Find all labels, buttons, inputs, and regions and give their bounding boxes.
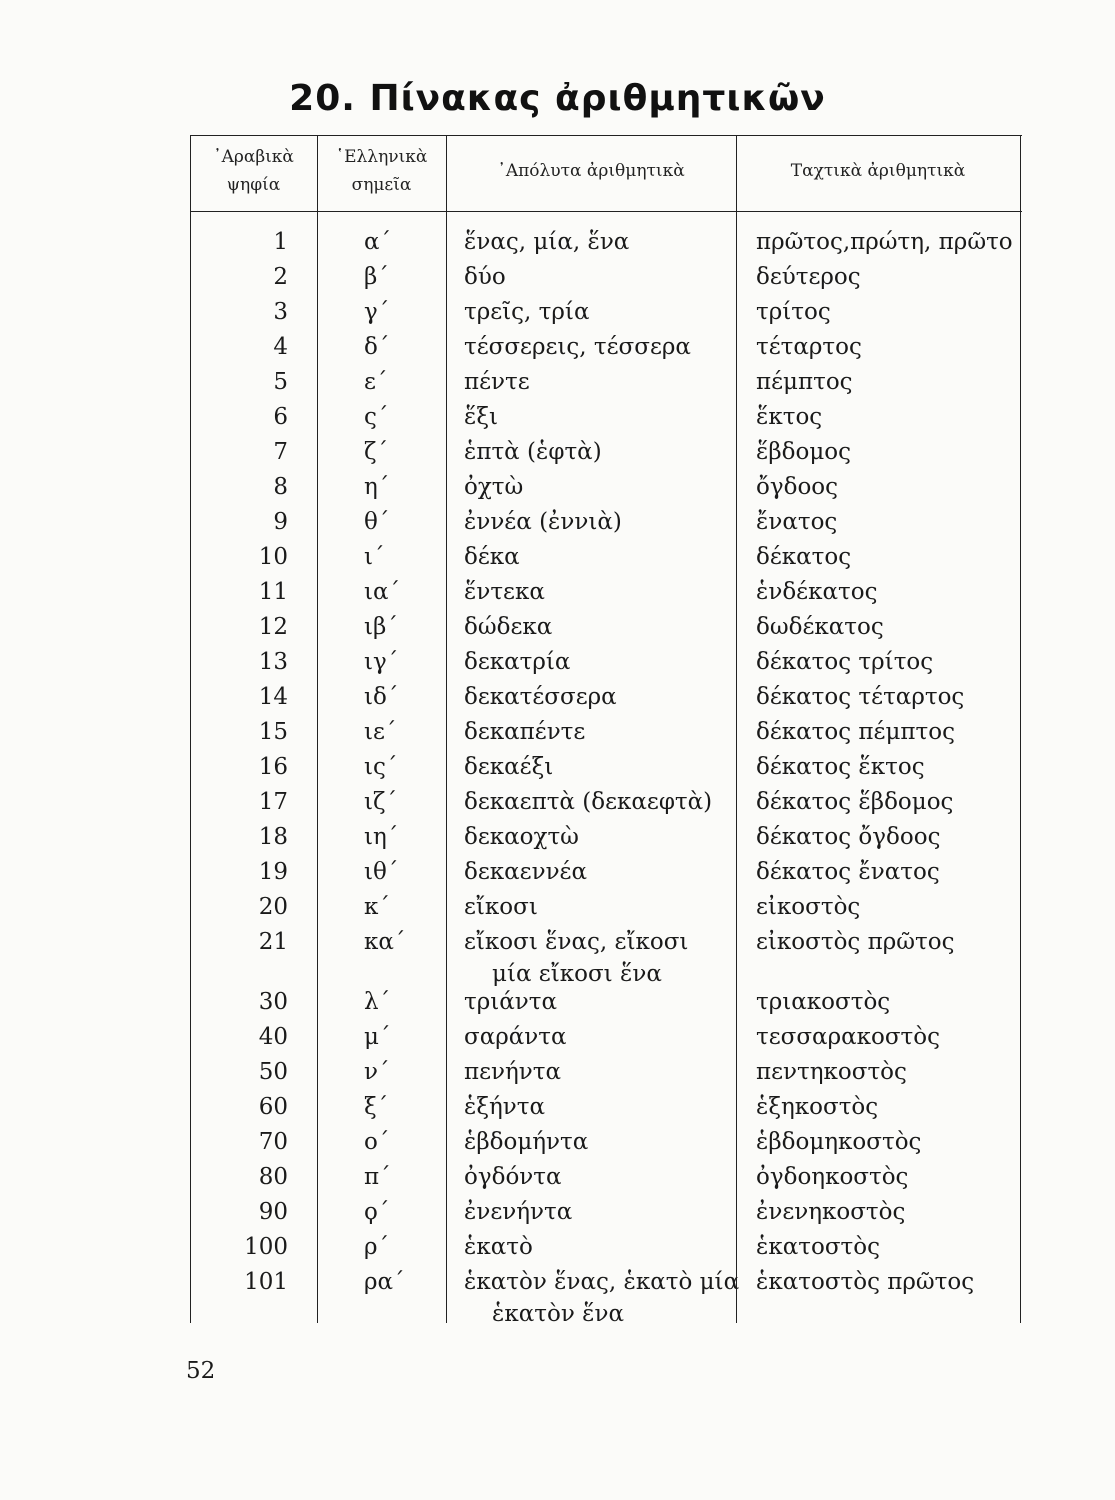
absolute-numeral (464, 330, 691, 365)
table-row (190, 1195, 1022, 1230)
absolute-numeral (464, 1160, 562, 1195)
greek-numeral: λ΄ (364, 989, 391, 1015)
greek-numeral: μ΄ (364, 1024, 391, 1050)
absolute-numeral (464, 715, 585, 750)
absolute-numeral (464, 1230, 533, 1265)
greek-numeral: κα΄ (364, 929, 406, 955)
header-arabic-line-2: ψηφία (226, 175, 281, 195)
absolute-numeral (464, 680, 617, 715)
absolute-numeral (464, 1125, 588, 1160)
arabic-numeral: 1 (273, 229, 288, 255)
arabic-numeral: 50 (258, 1059, 288, 1085)
ordinal-numeral: ὀγδοηκοστὸς (756, 1164, 909, 1190)
header-rule (190, 211, 1022, 212)
greek-numeral: ρ΄ (364, 1234, 390, 1260)
absolute-numeral (464, 295, 589, 330)
table-row (190, 575, 1022, 610)
absolute-numeral-text: δώδεκα (464, 614, 553, 640)
greek-numeral: κ΄ (364, 894, 390, 920)
arabic-numeral: 2 (273, 264, 288, 290)
arabic-numeral: 20 (258, 894, 288, 920)
absolute-numeral-text: δεκαπέντε (464, 719, 586, 745)
table-row (190, 365, 1022, 400)
arabic-numeral: 16 (258, 754, 288, 780)
table-row (190, 435, 1022, 470)
absolute-numeral (464, 435, 602, 470)
arabic-numeral: 70 (258, 1129, 288, 1155)
absolute-numeral (464, 820, 579, 855)
arabic-numeral: 80 (258, 1164, 288, 1190)
absolute-numeral-text: ἐνενήντα (464, 1199, 573, 1225)
arabic-numeral: 11 (258, 579, 288, 605)
greek-numeral: ο΄ (364, 1129, 390, 1155)
absolute-numeral-text: δεκατρία (464, 649, 571, 675)
table-row (190, 225, 1022, 260)
ordinal-numeral: τέταρτος (756, 334, 862, 360)
absolute-numeral-text: ἑβδομήντα (464, 1129, 589, 1155)
ordinal-numeral: πεντηκοστὸς (756, 1059, 907, 1085)
ordinal-numeral: ἑβδομηκοστὸς (756, 1129, 922, 1155)
arabic-numeral: 18 (258, 824, 288, 850)
absolute-numeral-continuation: ἑκατὸν ἕνα (492, 1301, 624, 1327)
greek-numeral: ιη΄ (364, 824, 399, 850)
absolute-numeral (464, 1195, 572, 1230)
absolute-numeral-text: εἴκοσι (464, 894, 538, 920)
ordinal-numeral: τρίτος (756, 299, 831, 325)
absolute-numeral-text: δέκα (464, 544, 520, 570)
header-arabic (190, 143, 317, 199)
greek-numeral: ξ΄ (364, 1094, 389, 1120)
greek-numeral: θ΄ (364, 509, 390, 535)
greek-numeral: ϙ΄ (364, 1199, 390, 1225)
ordinal-numeral: ἑκατοστὸς (756, 1234, 880, 1260)
table-row (190, 330, 1022, 365)
absolute-numeral (464, 750, 553, 785)
greek-numeral: ια΄ (364, 579, 401, 605)
absolute-numeral-text: ἑκατὸν ἕνας, ἑκατὸ μία (464, 1269, 740, 1295)
table-row (190, 925, 1022, 985)
ordinal-numeral: ἕβδομος (756, 439, 852, 465)
absolute-numeral-text: ἕνας, μία, ἕνα (464, 229, 630, 255)
table-row (190, 1020, 1022, 1055)
absolute-numeral (464, 1265, 739, 1328)
header-ordinal: Ταχτικὰ ἀριθμητικὰ (790, 161, 966, 181)
table-row (190, 295, 1022, 330)
absolute-numeral-text: ἑκατὸ (464, 1234, 533, 1260)
absolute-numeral (464, 225, 629, 260)
ordinal-numeral: πέμπτος (756, 369, 853, 395)
absolute-numeral (464, 540, 520, 575)
absolute-numeral (464, 1020, 567, 1055)
table-row (190, 505, 1022, 540)
table-row (190, 610, 1022, 645)
absolute-numeral-text: ὀχτὼ (464, 474, 524, 500)
absolute-numeral (464, 1055, 561, 1090)
greek-numeral: β΄ (364, 264, 389, 290)
absolute-numeral (464, 400, 498, 435)
page-title: 20. Πίνακας ἀριθμητικῶν (289, 78, 826, 119)
absolute-numeral-text: εἴκοσι ἕνας, εἴκοσι (464, 929, 689, 955)
arabic-numeral: 6 (273, 404, 288, 430)
table-row (190, 680, 1022, 715)
absolute-numeral-text: ἑξήντα (464, 1094, 546, 1120)
table-row (190, 400, 1022, 435)
table-row (190, 890, 1022, 925)
greek-numeral: ρα΄ (364, 1269, 405, 1295)
arabic-numeral: 19 (258, 859, 288, 885)
table-row (190, 750, 1022, 785)
table-row (190, 820, 1022, 855)
arabic-numeral: 14 (258, 684, 288, 710)
absolute-numeral-text: τρεῖς, τρία (464, 299, 590, 325)
absolute-numeral-text: δεκατέσσερα (464, 684, 617, 710)
table-row (190, 645, 1022, 680)
ordinal-numeral: ἐνενηκοστὸς (756, 1199, 906, 1225)
ordinal-numeral: εἰκοστὸς (756, 894, 861, 920)
ordinal-numeral: δέκατος τρίτος (756, 649, 934, 675)
table-row (190, 1055, 1022, 1090)
table-top-rule (190, 135, 1022, 136)
ordinal-numeral: δέκατος πέμπτος (756, 719, 955, 745)
absolute-numeral (464, 610, 552, 645)
absolute-numeral (464, 985, 557, 1020)
absolute-numeral (464, 785, 712, 820)
ordinal-numeral: δέκατος (756, 544, 852, 570)
arabic-numeral: 8 (273, 474, 288, 500)
absolute-numeral-text: δεκαοχτὼ (464, 824, 579, 850)
header-greek (317, 143, 446, 199)
absolute-numeral-text: πέντε (464, 369, 530, 395)
absolute-numeral (464, 505, 622, 540)
absolute-numeral-text: δύο (464, 264, 506, 290)
absolute-numeral (464, 260, 506, 295)
absolute-numeral-text: τέσσερεις, τέσσερα (464, 334, 691, 360)
absolute-numeral (464, 365, 530, 400)
table-body (190, 225, 1022, 1325)
ordinal-numeral: ἑνδέκατος (756, 579, 878, 605)
arabic-numeral: 100 (244, 1234, 288, 1260)
greek-numeral: ν΄ (364, 1059, 390, 1085)
arabic-numeral: 30 (258, 989, 288, 1015)
ordinal-numeral: ἑκατοστὸς πρῶτος (756, 1269, 975, 1295)
absolute-numeral-continuation: μία εἴκοσι ἕνα (492, 961, 662, 987)
absolute-numeral-text: τριάντα (464, 989, 558, 1015)
greek-numeral: η΄ (364, 474, 390, 500)
arabic-numeral: 10 (258, 544, 288, 570)
absolute-numeral (464, 470, 523, 505)
arabic-numeral: 90 (258, 1199, 288, 1225)
absolute-numeral-text: ἕξι (464, 404, 499, 430)
absolute-numeral (464, 855, 587, 890)
ordinal-numeral: ὄγδοος (756, 474, 839, 500)
ordinal-numeral: τριακοστὸς (756, 989, 891, 1015)
ordinal-numeral: δέκατος ὄγδοος (756, 824, 941, 850)
header-greek-line-1: ῾Ελληνικὰ (335, 147, 428, 167)
table-row (190, 785, 1022, 820)
arabic-numeral: 3 (273, 299, 288, 325)
absolute-numeral (464, 645, 570, 680)
arabic-numeral: 40 (258, 1024, 288, 1050)
table-row (190, 260, 1022, 295)
absolute-numeral-text: πενήντα (464, 1059, 562, 1085)
table-row (190, 1160, 1022, 1195)
table-row (190, 985, 1022, 1020)
absolute-numeral-text: δεκαεπτὰ (δεκαεφτὰ) (464, 789, 713, 815)
page-number: 52 (186, 1358, 216, 1384)
absolute-numeral-text: ἑπτὰ (ἑφτὰ) (464, 439, 602, 465)
ordinal-numeral: ἔνατος (756, 509, 838, 535)
greek-numeral: ζ΄ (364, 439, 388, 465)
arabic-numeral: 5 (273, 369, 288, 395)
ordinal-numeral: πρῶτος,πρώτη, πρῶτο (756, 229, 1013, 255)
table-row (190, 1090, 1022, 1125)
table-row (190, 855, 1022, 890)
absolute-numeral-text: ὀγδόντα (464, 1164, 562, 1190)
ordinal-numeral: δέκατος ἔνατος (756, 859, 940, 885)
greek-numeral: ιζ΄ (364, 789, 397, 815)
greek-numeral: ις΄ (364, 754, 398, 780)
ordinal-numeral: δωδέκατος (756, 614, 884, 640)
ordinal-numeral: εἰκοστὸς πρῶτος (756, 929, 955, 955)
absolute-numeral-text: δεκαέξι (464, 754, 554, 780)
table-row (190, 1125, 1022, 1160)
greek-numeral: ιθ΄ (364, 859, 399, 885)
absolute-numeral (464, 890, 538, 925)
greek-numeral: γ΄ (364, 299, 390, 325)
arabic-numeral: 7 (273, 439, 288, 465)
arabic-numeral: 13 (258, 649, 288, 675)
ordinal-numeral: ἕκτος (756, 404, 823, 430)
header-arabic-line-1: ᾿Αραβικὰ (213, 147, 294, 167)
ordinal-numeral: τεσσαρακοστὸς (756, 1024, 940, 1050)
ordinal-numeral: ἑξηκοστὸς (756, 1094, 879, 1120)
arabic-numeral: 4 (273, 334, 288, 360)
table-row (190, 715, 1022, 750)
table-row (190, 1230, 1022, 1265)
header-greek-line-2: σημεῖα (351, 175, 412, 195)
greek-numeral: α΄ (364, 229, 392, 255)
absolute-numeral (464, 925, 688, 988)
greek-numeral: ιγ΄ (364, 649, 399, 675)
absolute-numeral (464, 1090, 545, 1125)
arabic-numeral: 12 (258, 614, 288, 640)
greek-numeral: ς΄ (364, 404, 389, 430)
ordinal-numeral: δέκατος ἕκτος (756, 754, 925, 780)
greek-numeral: ιβ΄ (364, 614, 398, 640)
greek-numeral: ιε΄ (364, 719, 397, 745)
table-row (190, 540, 1022, 575)
ordinal-numeral: δέκατος τέταρτος (756, 684, 965, 710)
ordinal-numeral: δέκατος ἕβδομος (756, 789, 954, 815)
arabic-numeral: 15 (258, 719, 288, 745)
table-row (190, 1265, 1022, 1325)
arabic-numeral: 17 (258, 789, 288, 815)
arabic-numeral: 9 (273, 509, 288, 535)
absolute-numeral-text: ἕντεκα (464, 579, 545, 605)
absolute-numeral-text: σαράντα (464, 1024, 567, 1050)
numerals-table (190, 135, 1022, 1327)
greek-numeral: π΄ (364, 1164, 391, 1190)
arabic-numeral: 60 (258, 1094, 288, 1120)
greek-numeral: ι΄ (364, 544, 385, 570)
absolute-numeral (464, 575, 545, 610)
arabic-numeral: 21 (258, 929, 288, 955)
greek-numeral: ιδ΄ (364, 684, 399, 710)
absolute-numeral-text: δεκαεννέα (464, 859, 587, 885)
absolute-numeral-text: ἐννέα (ἐννιὰ) (464, 509, 622, 535)
arabic-numeral: 101 (244, 1269, 288, 1295)
table-row (190, 470, 1022, 505)
greek-numeral: δ΄ (364, 334, 390, 360)
header-absolute: ᾿Απόλυτα ἀριθμητικὰ (497, 161, 685, 181)
ordinal-numeral: δεύτερος (756, 264, 861, 290)
greek-numeral: ε΄ (364, 369, 388, 395)
